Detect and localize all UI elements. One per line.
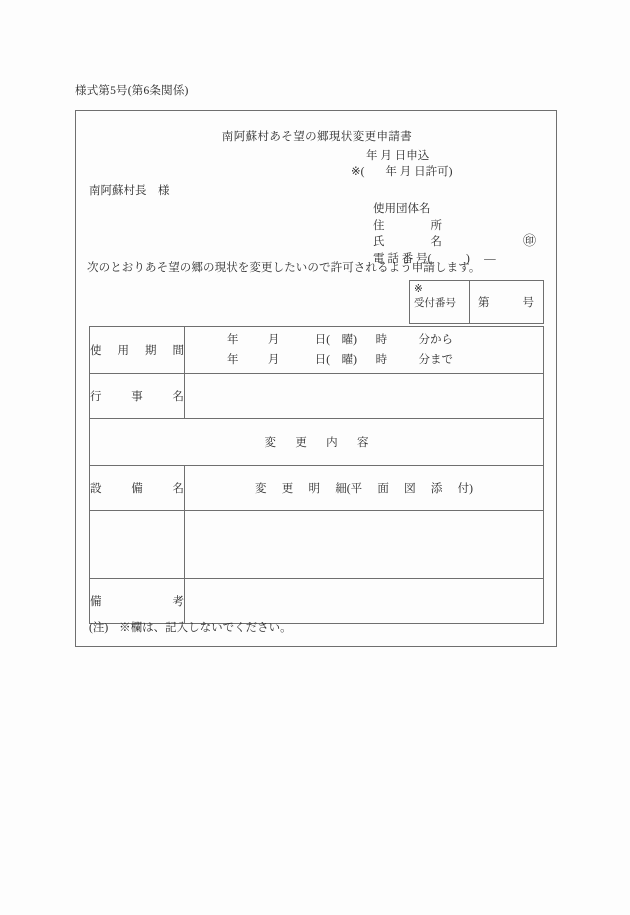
change-detail-heading-cell — [185, 466, 544, 511]
permit-year-label: 年 — [385, 166, 397, 178]
applicant-block — [373, 201, 537, 267]
label-char: 備 — [90, 596, 102, 608]
application-details-table — [89, 326, 544, 624]
change-content-heading-cell — [90, 419, 544, 466]
event-name-label — [90, 388, 184, 404]
receipt-number-label — [410, 281, 470, 323]
receipt-number-suffix: 号 — [522, 297, 534, 309]
label-char: 添 — [430, 483, 443, 495]
permit-month-label: 月 — [399, 166, 412, 178]
label-char: 間 — [172, 345, 184, 357]
start-hour-label: 時 — [375, 334, 388, 346]
table-row-usage-period — [90, 327, 544, 374]
footnote-mark: (注) — [89, 622, 109, 634]
label-char: 内 — [326, 437, 338, 449]
application-statement: 次のとおりあそ望の郷の現状を変更したいので許可されるよう申請します。 — [87, 262, 481, 274]
permission-date-line — [351, 163, 452, 179]
label-char: 更 — [281, 483, 294, 495]
label-char: 期 — [145, 345, 157, 357]
end-minute-label: 分まで — [418, 354, 453, 366]
permit-mark: ※( — [351, 166, 365, 178]
application-date-line — [366, 147, 429, 163]
equipment-entry-value-cell[interactable] — [185, 511, 544, 579]
label-char: 考 — [172, 596, 184, 608]
apply-day-label: 日申込 — [394, 150, 430, 162]
usage-period-start-line — [185, 330, 543, 350]
table-row-remarks — [90, 579, 544, 624]
label-char: 備 — [131, 483, 143, 495]
receipt-label-text: 受付番号 — [414, 298, 456, 309]
end-day-label: 日( 曜) — [314, 354, 357, 366]
usage-period-value-cell[interactable] — [185, 327, 544, 374]
footnote-text: ※欄は、記入しないでください。 — [119, 622, 292, 634]
receipt-number-box — [409, 280, 544, 324]
start-year-label: 年 — [227, 334, 239, 346]
label-char: 細(平 — [335, 483, 363, 495]
applicant-group-name-field: 使用団体名 — [373, 203, 431, 215]
usage-period-end-line — [185, 350, 543, 370]
footnote — [89, 619, 292, 635]
permit-day-label: 日許可) — [414, 166, 453, 178]
receipt-number-prefix: 第 — [478, 297, 490, 309]
label-char: 行 — [90, 391, 102, 403]
addressee-line: 南阿蘇村長 様 — [89, 185, 170, 197]
end-year-label: 年 — [227, 354, 239, 366]
usage-period-label — [90, 342, 184, 358]
label-char: 明 — [308, 483, 320, 495]
apply-month-label: 月 — [380, 150, 392, 162]
event-name-label-cell — [90, 374, 185, 419]
change-detail-heading — [255, 480, 473, 496]
end-month-label: 月 — [267, 354, 280, 366]
equipment-name-label-cell — [90, 466, 185, 511]
label-char: 使 — [90, 345, 102, 357]
start-minute-label: 分から — [418, 334, 453, 346]
label-char: 変 — [255, 483, 267, 495]
applicant-phone-field: 電 話 番 号( ) ― — [373, 252, 496, 265]
label-char: 事 — [131, 391, 143, 403]
label-char: 設 — [90, 483, 102, 495]
end-hour-label: 時 — [375, 354, 388, 366]
receipt-number-value — [470, 281, 543, 323]
usage-period-label-cell — [90, 327, 185, 374]
table-row-change-content-heading — [90, 419, 544, 466]
remarks-value-cell[interactable] — [185, 579, 544, 624]
label-char: 名 — [172, 391, 184, 403]
table-row-event-name — [90, 374, 544, 419]
form-number-label: 様式第5号(第6条関係) — [75, 85, 189, 97]
table-row-equipment-entry — [90, 511, 544, 579]
remarks-label-cell — [90, 579, 185, 624]
label-char: 図 — [404, 483, 416, 495]
label-char: 変 — [264, 437, 276, 449]
start-day-label: 日( 曜) — [314, 334, 357, 346]
start-month-label: 月 — [267, 334, 280, 346]
document-title: 南阿蘇村あそ望の郷現状変更申請書 — [221, 131, 413, 143]
applicant-address-field: 住 所 — [373, 219, 442, 232]
event-name-value-cell[interactable] — [185, 374, 544, 419]
remarks-label — [90, 593, 184, 609]
change-content-heading — [265, 434, 369, 450]
label-char: 更 — [295, 437, 307, 449]
table-row-equipment-heading — [90, 466, 544, 511]
label-char: 付) — [457, 483, 473, 495]
label-char: 名 — [172, 483, 184, 495]
label-char: 面 — [377, 483, 389, 495]
label-char: 用 — [117, 345, 129, 357]
equipment-entry-label-cell[interactable] — [90, 511, 185, 579]
equipment-name-label — [90, 480, 184, 496]
applicant-name-field: 氏 名 — [373, 236, 442, 248]
apply-year-label: 年 — [366, 150, 378, 162]
label-char: 容 — [356, 437, 369, 449]
application-form-frame — [75, 110, 557, 647]
seal-icon: ㊞ — [523, 233, 537, 248]
receipt-official-mark: ※ — [414, 284, 423, 295]
